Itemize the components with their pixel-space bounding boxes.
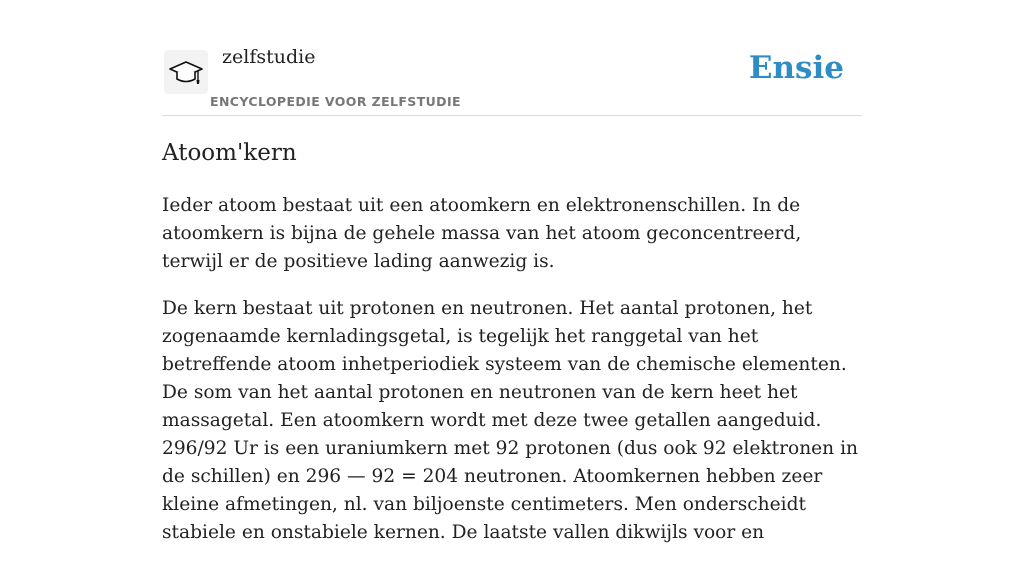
page <box>162 0 862 543</box>
article-body <box>162 192 862 566</box>
paragraph: De kern bestaat uit protonen en neutronen. Het aantal protonen, het zogenaamde kernladingsgetal, is tegelijk het ranggetal van het betreffende atoom inhetperiodiek systeem van de chemische elementen. De som van het aantal protonen en neutronen van de kern heet het massagetal. Een atoomkern wordt met deze twee getallen aangeduid. 296/92 Ur is een uraniumkern met 92 protonen (dus ook 92 elektronen in de schillen) en 296 — 92 = 204 neutronen. Atoomkernen hebben zeer kleine afmetingen, nl. van biljoenste centimeters. Men onderscheidt stabiele en onstabiele kernen. De laatste vallen dikwijls voor en <box>162 298 858 543</box>
site-subtitle: ENCYCLOPEDIE VOOR ZELFSTUDIE <box>210 94 461 109</box>
site-logo[interactable] <box>164 50 208 94</box>
site-name[interactable]: zelfstudie <box>222 46 316 68</box>
site-header <box>162 0 862 116</box>
page-title: Atoom'kern <box>162 140 297 166</box>
brand-logo-text[interactable]: Ensie <box>748 50 844 86</box>
graduation-cap-icon <box>168 56 204 88</box>
paragraph: Ieder atoom bestaat uit een atoomkern en elektronenschillen. In de atoomkern is bijna de gehele massa van het atoom geconcentreerd, terwijl er de positieve lading aanwezig is. <box>162 195 802 272</box>
